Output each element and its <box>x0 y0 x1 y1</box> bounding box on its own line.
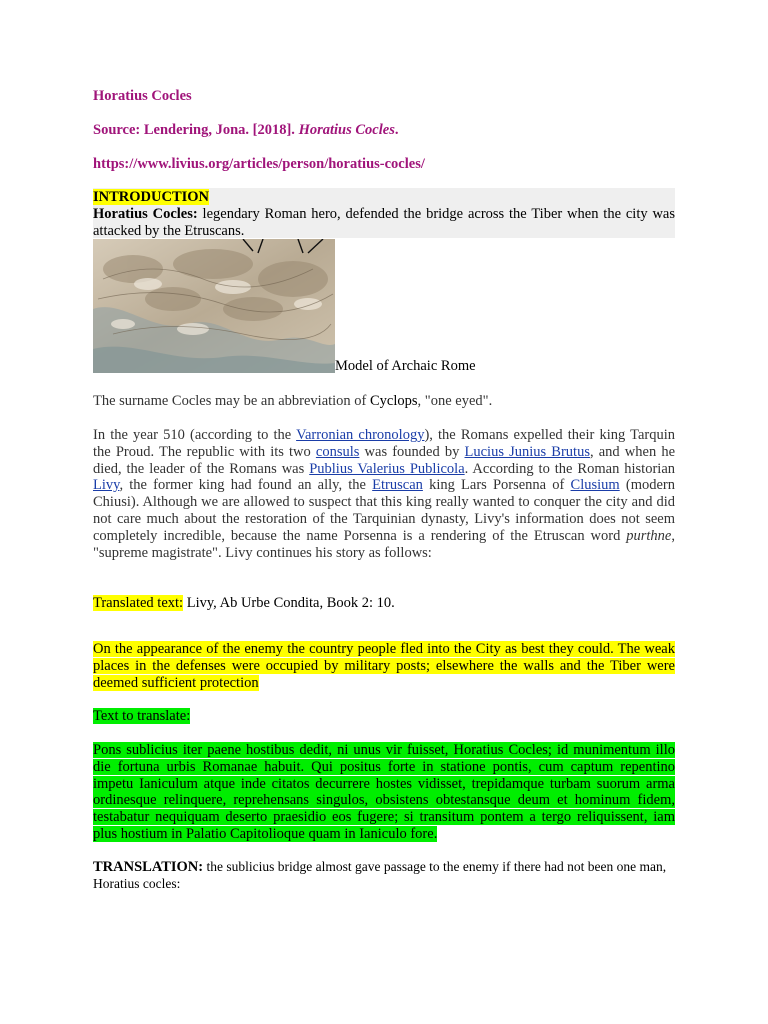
cocles-paragraph <box>93 393 675 410</box>
para2-text-5: . According to the Roman historian <box>464 460 676 477</box>
para2-text-8: (modern Chiusi). Although we are allowed to suspect that this king really wanted to conquer the city and did not care much about the restoration of the Tarquinian dynasty, Livy's information does not seem completely incredible, because the name Porsenna is a rendering of the Etruscan word <box>93 477 675 544</box>
para1-text-1: The surname Cocles may be an abbreviation of <box>93 393 371 409</box>
text-to-translate-line <box>93 708 675 725</box>
link-consuls[interactable]: consuls <box>315 443 360 460</box>
link-publius-valerius-publicola[interactable]: Publius Valerius Publicola <box>309 460 465 477</box>
english-passage <box>93 641 675 691</box>
intro-heading: INTRODUCTION <box>93 189 210 205</box>
source-url[interactable]: https://www.livius.org/articles/person/horatius-cocles/ <box>93 156 425 172</box>
link-etruscan[interactable]: Etruscan <box>372 477 423 494</box>
purthne-term: purthne <box>626 527 672 544</box>
translated-text-line <box>93 595 675 612</box>
intro-lead-text: legendary Roman hero, defended the bridge across the Tiber when the city was attacked by the Etruscans. <box>93 205 675 239</box>
para2-text-2: ), the Romans expelled their king Tarquin the Proud. The republic with its two <box>93 427 675 460</box>
history-paragraph <box>93 427 675 561</box>
para1-text-2: , "one eyed". <box>417 393 493 409</box>
link-livy[interactable]: Livy <box>93 477 120 494</box>
source-title: Horatius Cocles <box>298 122 395 138</box>
translation-text: the sublicius bridge almost gave passage to the enemy if there had not been one man, Horatius cocles: <box>93 859 667 891</box>
para2-text-9: , "supreme magistrate". Livy continues his story as follows: <box>93 527 675 561</box>
intro-lead <box>93 206 675 240</box>
para2-text-1: In the year 510 (according to the <box>93 427 297 443</box>
source-line <box>93 122 675 139</box>
archaic-rome-model-image <box>93 239 335 373</box>
english-passage-text: On the appearance of the enemy the country people fled into the City as best they could. The weak places in the defenses were occupied by military posts; elsewhere the walls and the Tiber were deemed sufficient protection <box>93 641 675 691</box>
link-clusium[interactable]: Clusium <box>570 477 620 494</box>
translation-label: TRANSLATION: <box>93 859 204 875</box>
para2-text-7: king Lars Porsenna of <box>422 477 571 494</box>
source-suffix: . <box>394 122 399 138</box>
latin-passage <box>93 742 675 843</box>
para2-text-4: , and when he died, the leader of the Romans was <box>93 443 676 477</box>
link-varronian-chronology[interactable]: Varronian chronology <box>296 427 425 443</box>
translated-label: Translated text: <box>93 595 184 611</box>
intro-lead-bold: Horatius Cocles: <box>93 205 198 222</box>
para2-text-3: was founded by <box>359 443 465 460</box>
para2-text-6: , the former king had found an ally, the <box>119 477 373 494</box>
intro-section <box>93 188 675 238</box>
text-to-translate-label: Text to translate: <box>93 708 191 724</box>
translated-ref: Livy, Ab Urbe Condita, Book 2: 10. <box>183 595 395 611</box>
latin-passage-text: Pons sublicius iter paene hostibus dedit, ni unus vir fuisset, Horatius Cocles; id munimentum illo die fortuna urbis Romanae habuit. Qui positus forte in statione pontis, cum captum repentino impetu Ianiculum atque inde citatos decurrere hostes vidisset, trepidamque turbam suorum arma ordinesque relinquere, reprehensans singulos, obsistens obtestansque deum et hominum fidem, testabatur nequiquam deserto praesidio eos fugere; si transitum pontem a tergo reliquissent, iam plus hostium in Palatio Capitolioque quam in Ianiculo fore. <box>93 742 675 842</box>
cyclops-term: Cyclops <box>370 393 418 409</box>
source-prefix: Source: Lendering, Jona. [2018]. <box>93 122 299 138</box>
translation-paragraph <box>93 859 675 893</box>
image-caption: Model of Archaic Rome <box>335 358 476 374</box>
doc-title: Horatius Cocles <box>93 88 192 104</box>
link-lucius-junius-brutus[interactable]: Lucius Junius Brutus <box>464 443 590 460</box>
